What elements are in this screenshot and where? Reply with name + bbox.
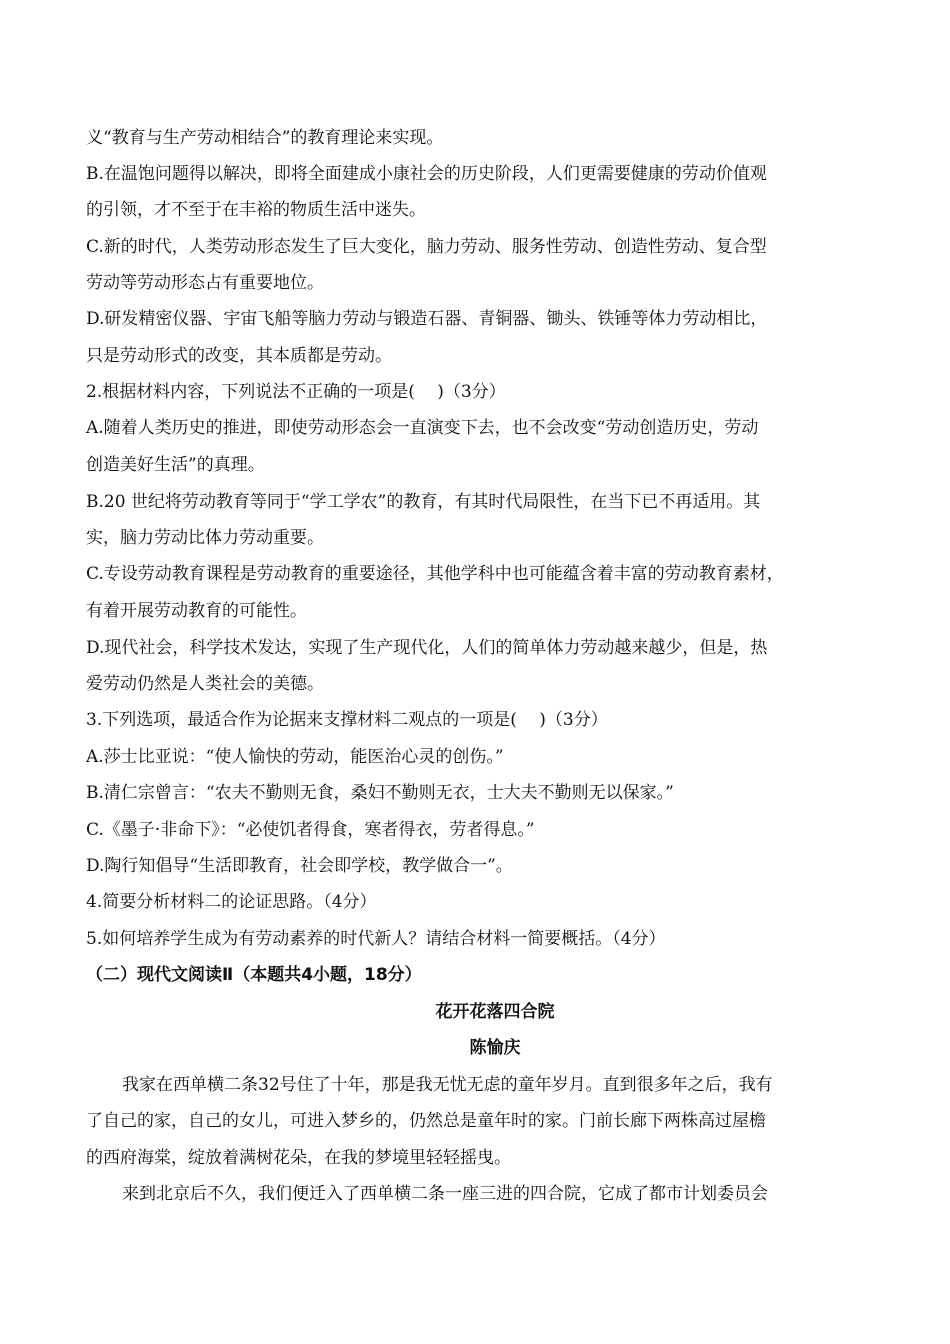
option-d-line: D.现代社会，科学技术发达，实现了生产现代化，人们的简单体力劳动越来越少，但是，热 bbox=[86, 638, 768, 658]
article-title: 花开花落四合院 bbox=[435, 1002, 555, 1022]
article-author: 陈愉庆 bbox=[469, 1038, 521, 1058]
option-c-line: C.新的时代，人类劳动形态发生了巨大变化，脑力劳动、服务性劳动、创造性劳动、复合型 bbox=[86, 237, 767, 257]
option-b-line: B.清仁宗曾言：“农夫不勤则无食，桑妇不勤则无衣，士大夫不勤则无以保家。” bbox=[86, 783, 674, 803]
text-line: 的引领，才不至于在丰裕的物质生活中迷失。 bbox=[86, 200, 426, 220]
article-paragraph-line: 来到北京后不久，我们便迁入了西单横二条一座三进的四合院，它成了都市计划委员会 bbox=[122, 1184, 768, 1204]
question-4: 4.简要分析材料二的论证思路。（4分） bbox=[86, 892, 377, 912]
option-d-line: D.研发精密仪器、宇宙飞船等脑力劳动与锻造石器、青铜器、锄头、铁锤等体力劳动相比， bbox=[86, 309, 768, 329]
text-line: 义“教育与生产劳动相结合”的教育理论来实现。 bbox=[86, 128, 444, 148]
option-b-line: B.20 世纪将劳动教育等同于“学工学农”的教育，有其时代局限性，在当下已不再适用。其 bbox=[86, 492, 761, 512]
text-line: 创造美好生活”的真理。 bbox=[86, 455, 265, 475]
article-paragraph-line: 了自己的家，自己的女儿，可进入梦乡的，仍然总是童年时的家。门前长廊下两株高过屋檐 bbox=[86, 1111, 766, 1131]
option-b-line: B.在温饱问题得以解决，即将全面建成小康社会的历史阶段，人们更需要健康的劳动价值观 bbox=[86, 164, 767, 184]
option-c-line: C.专设劳动教育课程是劳动教育的重要途径，其他学科中也可能蕴含着丰富的劳动教育素材， bbox=[86, 564, 784, 584]
article-paragraph-line: 我家在西单横二条32号住了十年，那是我无忧无虑的童年岁月。直到很多年之后，我有 bbox=[122, 1075, 773, 1095]
text-line: 有着开展劳动教育的可能性。 bbox=[86, 601, 307, 621]
text-line: 实，脑力劳动比体力劳动重要。 bbox=[86, 528, 324, 548]
article-paragraph-line: 的西府海棠，绽放着满树花朵，在我的梦境里轻轻摇曳。 bbox=[86, 1148, 511, 1168]
option-c-line: C.《墨子·非命下》：“必使饥者得食，寒者得衣，劳者得息。” bbox=[86, 820, 535, 840]
question-5: 5.如何培养学生成为有劳动素养的时代新人？请结合材料一简要概括。（4分） bbox=[86, 929, 666, 949]
text-line: 劳动等劳动形态占有重要地位。 bbox=[86, 273, 324, 293]
text-line: 爱劳动仍然是人类社会的美德。 bbox=[86, 674, 324, 694]
option-d-line: D.陶行知倡导“生活即教育，社会即学校，教学做合一”。 bbox=[86, 856, 513, 876]
question-2: 2.根据材料内容，下列说法不正确的一项是( )（3分） bbox=[86, 382, 506, 402]
section-heading: （二）现代文阅读Ⅱ（本题共4小题，18分） bbox=[86, 965, 422, 985]
option-a-line: A.随着人类历史的推进，即使劳动形态会一直演变下去，也不会改变“劳动创造历史，劳动 bbox=[86, 418, 759, 438]
option-a-line: A.莎士比亚说：“使人愉快的劳动，能医治心灵的创伤。” bbox=[86, 747, 504, 767]
question-3: 3.下列选项，最适合作为论据来支撑材料二观点的一项是( )（3分） bbox=[86, 710, 608, 730]
text-line: 只是劳动形式的改变，其本质都是劳动。 bbox=[86, 346, 392, 366]
